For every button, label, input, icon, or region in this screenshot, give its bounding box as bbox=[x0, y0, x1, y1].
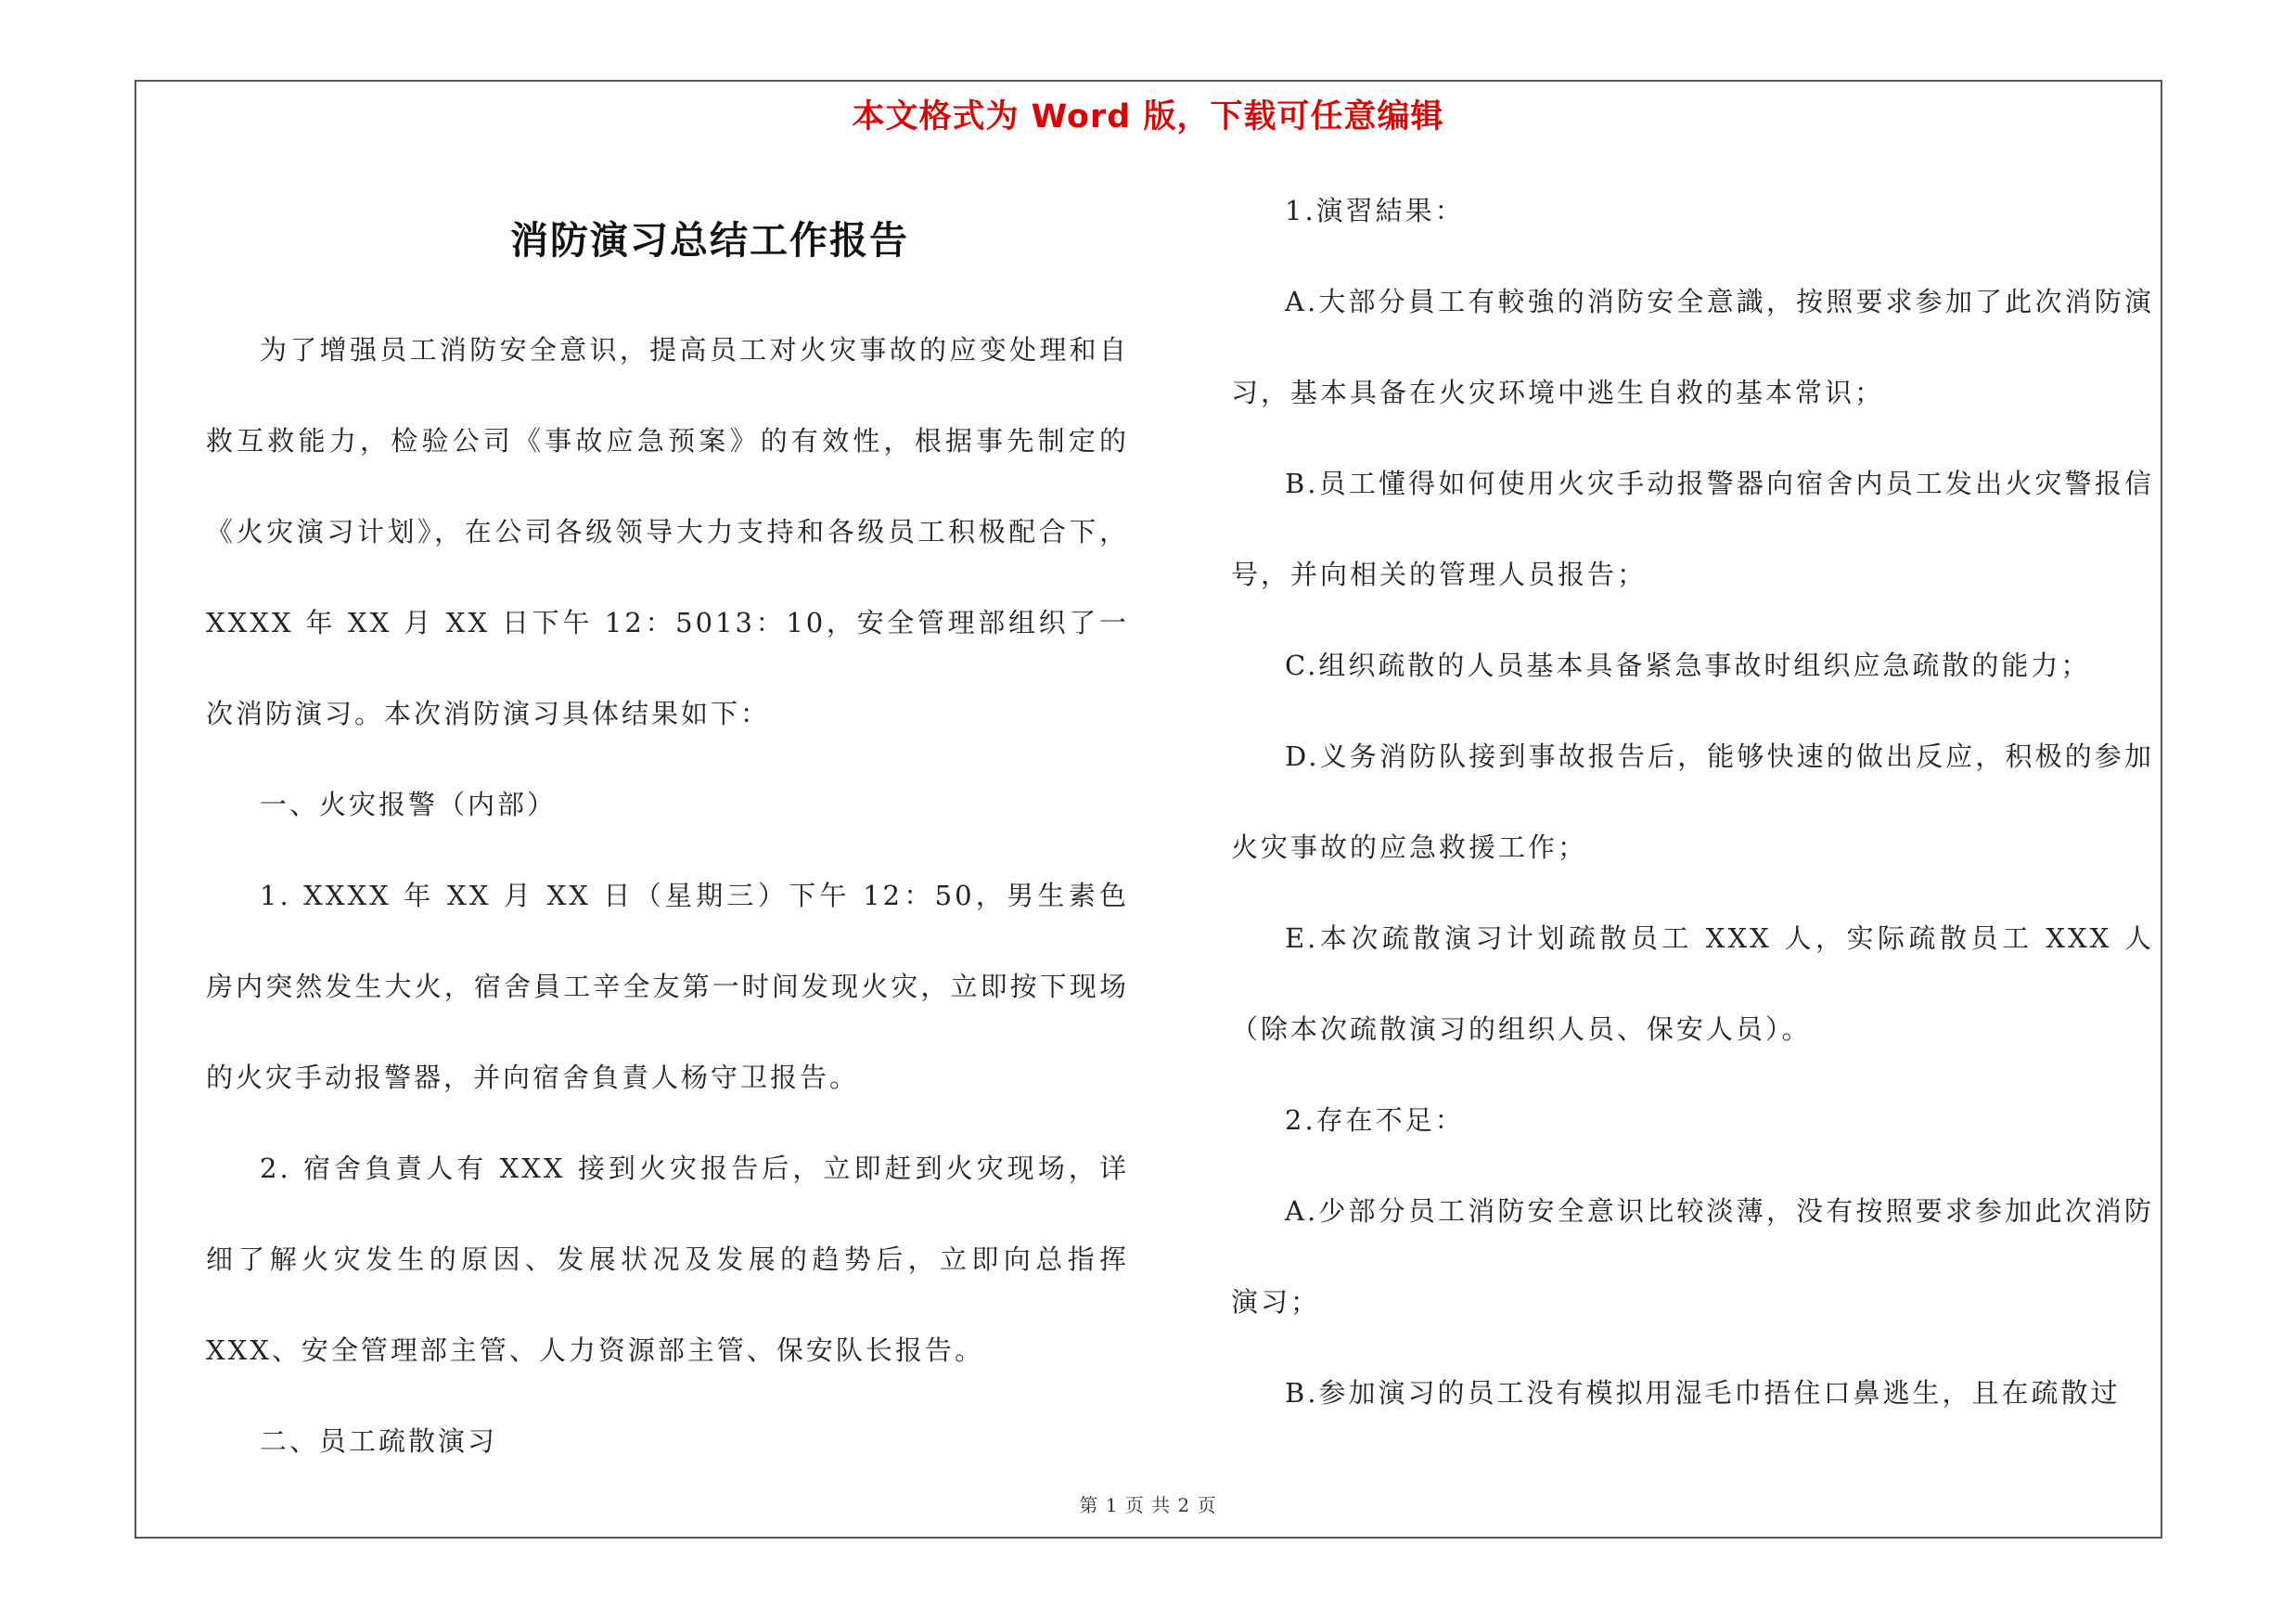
paragraph: 1. XXXX 年 XX 月 XX 日（星期三）下午 12：50，男生素色房内突然发生大火，宿舍員工辛全友第一时间发现火灾，立即按下现场的火灾手动报警器，并向宿舍負責人杨守卫报告。 bbox=[206, 880, 1129, 1093]
section-heading: 二、员工疏散演习 bbox=[260, 1425, 498, 1457]
paragraph: D.义务消防队接到事故报告后，能够快速的做出反应，积极的参加火灾事故的应急救援工作； bbox=[1231, 741, 2154, 863]
left-column bbox=[206, 304, 1129, 1487]
right-column bbox=[1231, 165, 2154, 1438]
paragraph: E.本次疏散演习计划疏散员工 XXX 人，实际疏散员工 XXX 人（除本次疏散演习的组织人员、保安人员）。 bbox=[1231, 922, 2154, 1045]
paragraph: 2. 宿舍負責人有 XXX 接到火灾报告后，立即赶到火灾现场，详细了解火灾发生的原因、发展状况及发展的趋势后，立即向总指挥 XXX、安全管理部主管、人力资源部主管、保安队长报告。 bbox=[206, 1153, 1129, 1366]
paragraph: B.员工懂得如何使用火灾手动报警器向宿舍内员工发出火灾警报信号，并向相关的管理人员报告； bbox=[1231, 468, 2154, 590]
paragraph: C.组织疏散的人员基本具备紧急事故时组织应急疏散的能力； bbox=[1285, 650, 2091, 681]
subheading: 1.演習結果： bbox=[1285, 195, 1465, 226]
page-footer: 第 1 页 共 2 页 bbox=[1079, 1494, 1217, 1516]
paragraph: A.少部分员工消防安全意识比较淡薄，没有按照要求参加此次消防演习； bbox=[1231, 1195, 2154, 1318]
paragraph: B.参加演习的员工没有模拟用湿毛巾捂住口鼻逃生，且在疏散过 bbox=[1285, 1377, 2121, 1409]
format-banner: 本文格式为 Word 版，下载可任意编辑 bbox=[852, 98, 1444, 135]
paragraph: A.大部分員工有較強的消防安全意識，按照要求参加了此次消防演习，基本具备在火灾环境中逃生自救的基本常识； bbox=[1231, 286, 2154, 408]
document-title: 消防演习总结工作报告 bbox=[510, 218, 909, 263]
paragraph: 为了增强员工消防安全意识，提高员工对火灾事故的应变处理和自救互救能力，检验公司《事故应急预案》的有效性，根据事先制定的《火灾演习计划》，在公司各级领导大力支持和各级员工积极配合下，XXXX 年 XX 月 XX 日下午 12：5013：10，安全管理部组织了一次消防演习。本次消防演习具体结果如下： bbox=[206, 334, 1129, 729]
section-heading: 一、火灾报警（内部） bbox=[260, 789, 558, 820]
subheading: 2.存在不足： bbox=[1285, 1104, 1465, 1136]
